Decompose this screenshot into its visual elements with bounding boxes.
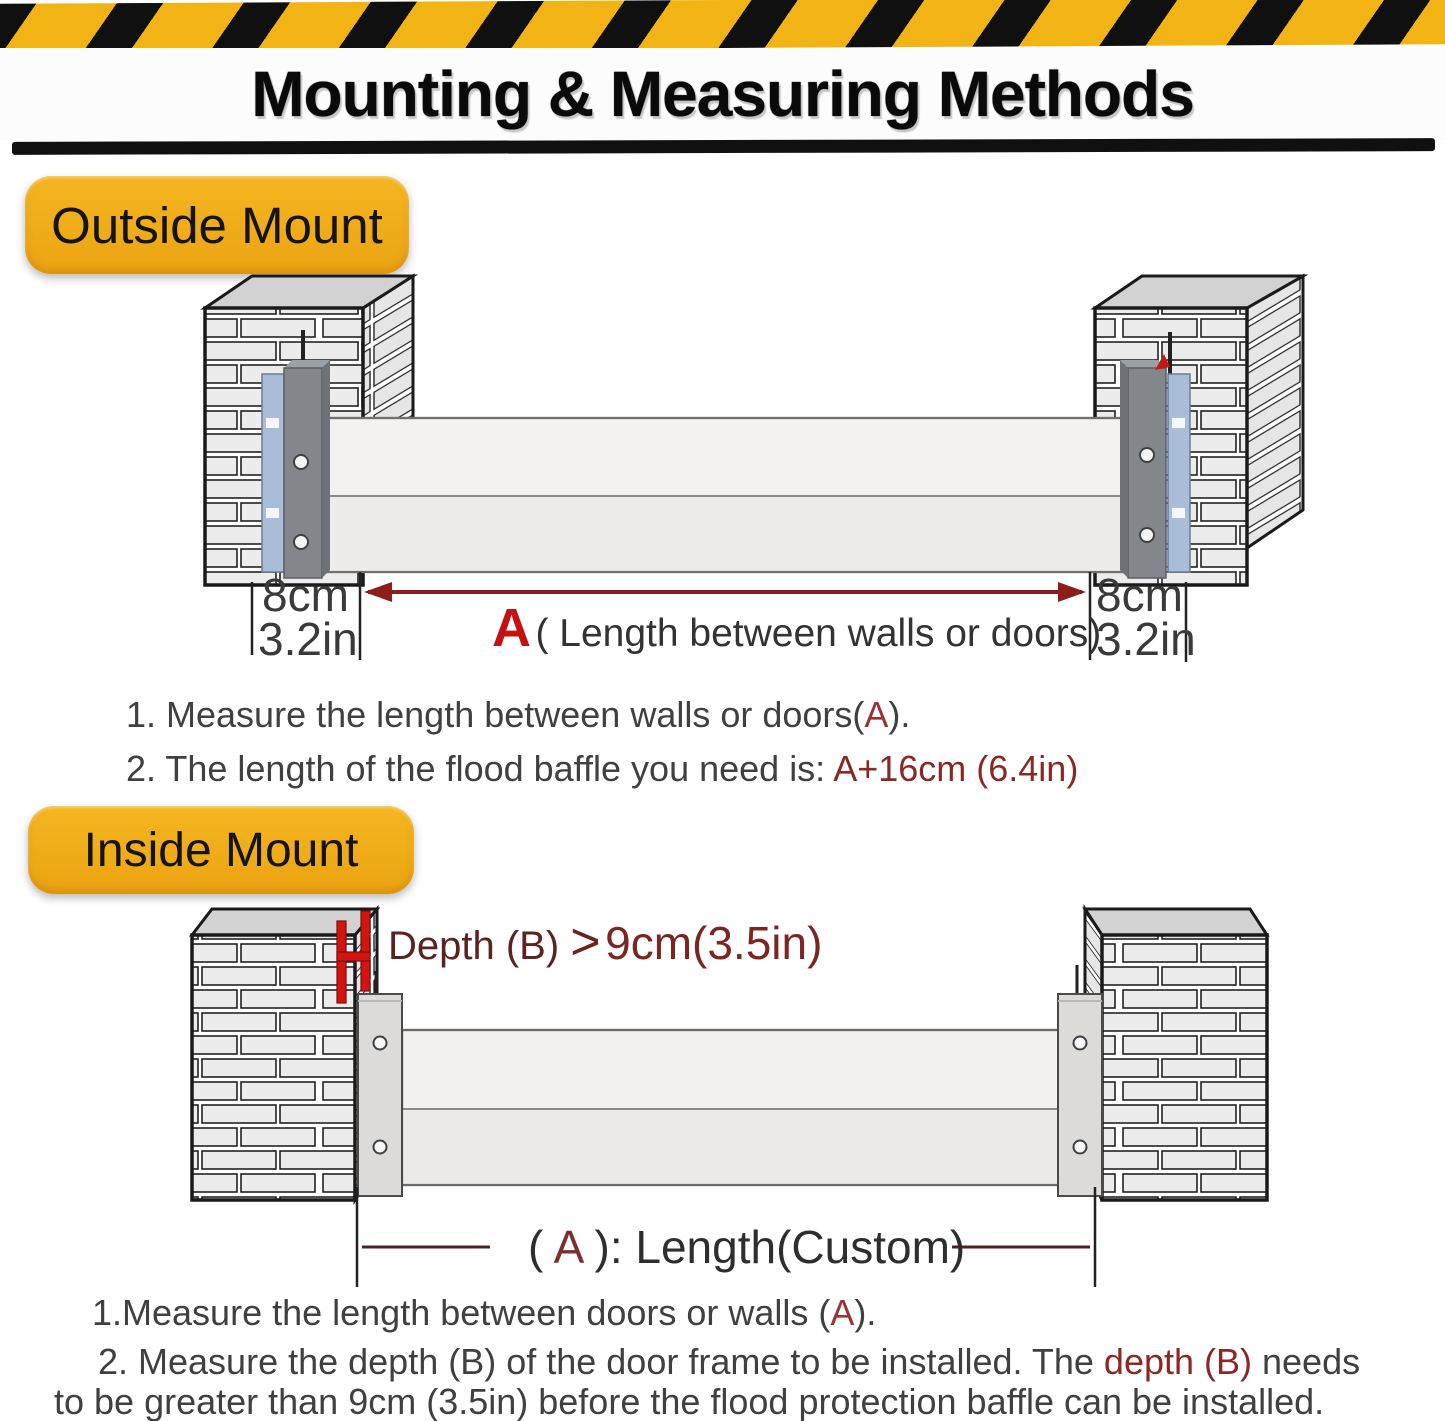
left-pillar-front-face <box>192 935 355 1200</box>
screw-hole <box>266 508 279 518</box>
left-bar-top-bevel <box>284 360 330 368</box>
right-blue-seal-strip <box>1168 374 1190 572</box>
right-plate-body <box>1058 994 1102 1196</box>
length-open-paren: ( <box>528 1221 544 1273</box>
length-a-label <box>492 598 1101 658</box>
screw-hole <box>1140 448 1154 462</box>
screw-hole <box>374 1037 387 1050</box>
inside-instr1-a: A <box>830 1292 855 1333</box>
outside-mount-diagram <box>0 270 1445 680</box>
depth-bracket-front-bar <box>337 921 346 1003</box>
greater-than-sign: > <box>570 913 601 971</box>
hazard-tape-stripes <box>0 0 1445 52</box>
screw-hole <box>1140 528 1154 542</box>
length-a-letter: A <box>492 598 531 658</box>
left-plate-body <box>358 994 402 1196</box>
depth-bracket-rear-bar <box>361 911 370 991</box>
left-blue-seal-strip <box>262 374 284 572</box>
inside-mount-diagram <box>0 895 1445 1295</box>
flood-barrier-panel <box>402 1030 1062 1185</box>
left-32in-label: 3.2in <box>258 613 358 665</box>
screw-hole <box>1172 418 1185 428</box>
outside-instruction-2 <box>126 742 1078 796</box>
screw-hole <box>1074 1141 1087 1154</box>
screw-hole <box>1172 508 1185 518</box>
left-8cm-label: 8cm <box>262 569 349 621</box>
depth-bracket-crossbar <box>337 952 370 961</box>
barrier-lower-board <box>322 496 1133 572</box>
outside-instr1-text: 1. Measure the length between walls or doors( <box>126 694 865 735</box>
screw-hole <box>294 455 308 469</box>
flood-barrier-panel <box>322 418 1133 572</box>
left-mounting-plate <box>358 971 402 1196</box>
right-pillar-top-face <box>1085 909 1267 935</box>
depth-b-prefix: Depth (B) <box>388 924 571 968</box>
inside-mount-badge: Inside Mount <box>28 806 414 894</box>
inside-instruction-2 <box>98 1341 1360 1383</box>
depth-b-value: 9cm(3.5in) <box>605 917 823 969</box>
right-mounting-plate <box>1058 965 1102 1196</box>
screw-hole <box>294 535 308 549</box>
barrier-lower-board <box>402 1109 1062 1185</box>
screw-hole <box>1074 1037 1087 1050</box>
length-custom-label <box>528 1221 965 1273</box>
depth-b-label <box>388 913 822 971</box>
title-band <box>0 48 1445 140</box>
screw-hole <box>266 418 279 428</box>
arrowhead-right <box>1058 582 1086 602</box>
outside-instr1-end: ). <box>888 694 911 735</box>
length-a-caption: ( Length between walls or doors) <box>535 612 1102 655</box>
length-caption: ): Length(Custom) <box>594 1221 966 1273</box>
arrowhead-left <box>364 582 392 602</box>
outside-instr2-formula: A+16cm (6.4in) <box>833 748 1079 789</box>
inside-instr2-depth: depth (B) <box>1103 1341 1252 1382</box>
right-pillar-front-face <box>1102 935 1267 1200</box>
length-a-letter: A <box>553 1221 582 1273</box>
right-brick-pillar <box>1085 909 1267 1200</box>
inside-instr2-end: needs <box>1252 1341 1361 1382</box>
right-pillar-side-face <box>1247 276 1303 548</box>
inside-instr2-text: 2. Measure the depth (B) of the door frame to be installed. The <box>98 1341 1104 1382</box>
right-gray-bar <box>1128 368 1166 578</box>
screw-hole <box>374 1141 387 1154</box>
page-title: Mounting & Measuring Methods <box>251 58 1194 130</box>
inside-instr1-text: 1.Measure the length between doors or walls ( <box>92 1292 831 1333</box>
right-bar-side-bevel <box>1120 360 1128 578</box>
inside-instr1-end: ). <box>854 1292 877 1333</box>
inside-instruction-3: to be greater than 9cm (3.5in) before the flood protection baffle can be installed. <box>54 1381 1325 1421</box>
outside-mount-badge: Outside Mount <box>25 176 409 274</box>
right-8cm-label: 8cm <box>1096 569 1183 621</box>
outside-instructions <box>126 688 1078 796</box>
outside-instr1-a: A <box>864 694 889 735</box>
outside-instruction-1 <box>126 688 1078 742</box>
header-divider-bar <box>12 138 1435 155</box>
right-32in-label: 3.2in <box>1096 613 1196 665</box>
inside-instruction-1 <box>92 1292 876 1334</box>
left-pillar-top-face <box>192 909 377 935</box>
outside-instr2-text: 2. The length of the flood baffle you need is: <box>126 748 834 789</box>
left-bar-side-bevel <box>322 360 330 578</box>
